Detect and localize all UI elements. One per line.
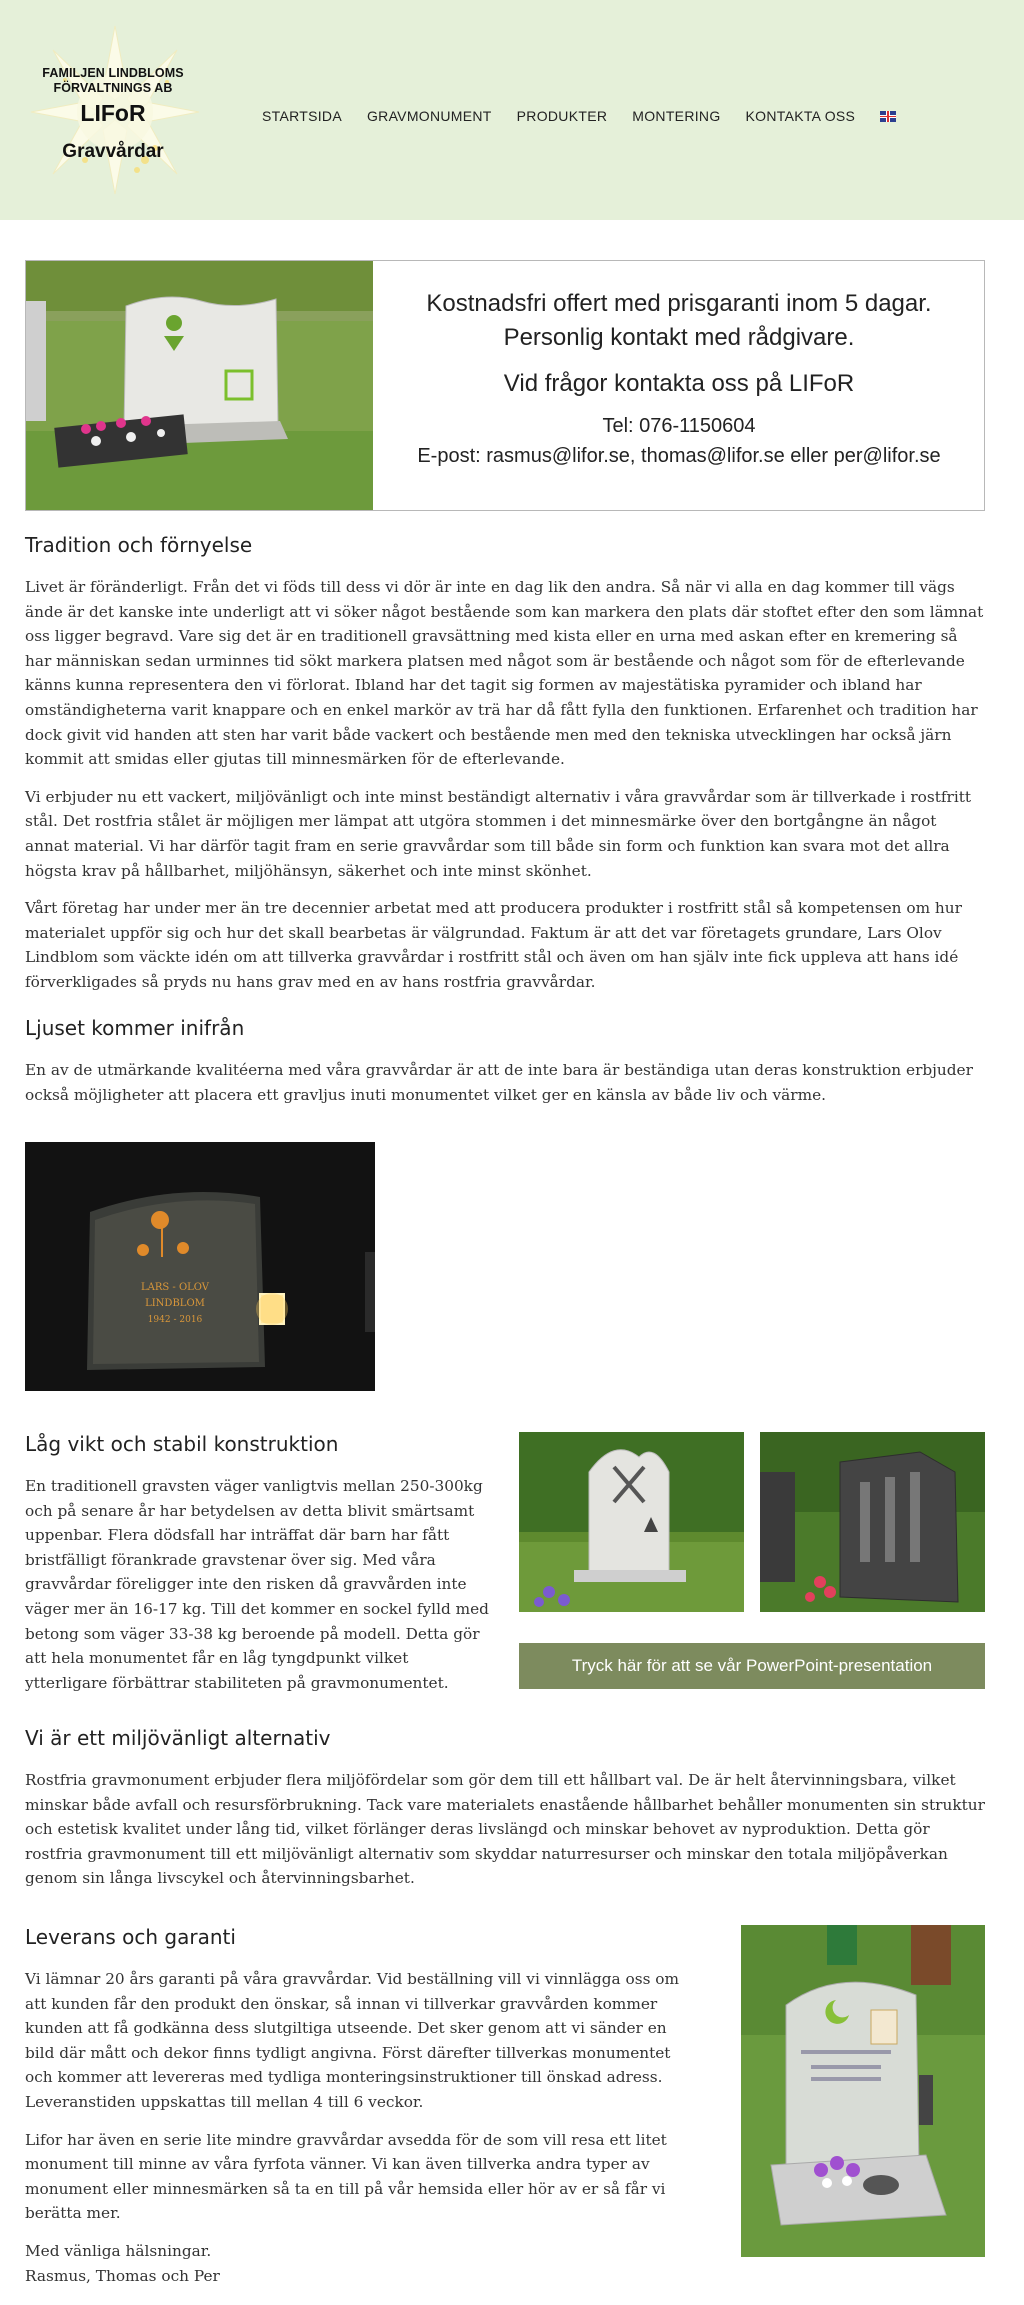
logo-company-line2: FÖRVALTNINGS AB [53, 81, 173, 95]
paragraph: Med vänliga hälsningar. [25, 2241, 212, 2260]
stone-name: LARS - OLOV [140, 1282, 210, 1293]
gravestone-photo [26, 261, 373, 510]
powerpoint-presentation-button[interactable]: Tryck här för att se vår PowerPoint-presentation [519, 1643, 985, 1689]
section-delivery [25, 1925, 690, 2288]
stone-years: 1942 - 2016 [147, 1315, 203, 1325]
nav-montering[interactable]: MONTERING [632, 108, 721, 124]
nav-kontakta-oss[interactable]: KONTAKTA OSS [745, 108, 856, 124]
main-nav [262, 108, 896, 124]
stone-surname: LINDBLOM [145, 1298, 205, 1309]
paragraph: Vi lämnar 20 års garanti på våra gravvårdar. Vid beställning vill vi vinnlägga oss om att kunden får den produkt den önskar, så innan vi tillverkar gravvården kommer kunden att få godkänna dess slutgiltiga utseende. Det sker genom att vi sänder en bild där mått och dekor finns tydligt angivna. Först därefter tillverkas monumentet och kommer att levereras med tydliga monteringsinstruktioner till önskad adress. Leveranstiden uppskattas till mellan 4 till 6 veckor. [25, 1970, 680, 2111]
paragraph: En traditionell gravsten väger vanligtvis mellan 250-300kg och på senare år har betydelsen av detta blivit smärtsamt uppenbar. Flera dödsfall har inträffat där barn har fått bristfälligt förankrade gravstenar över sig. Med våra gravvårdar föreligger inte den risken då gravvården inte väger mer än 16-17 kg. Till det kommer en sockel fylld med betong som väger 33-38 kg beroende på modell. Detta gör att hela monumentet får en låg tyngdpunkt vilket ytterligare förbättrar stabiliteten på gravmonumentet. [25, 1477, 489, 1692]
paragraph: Vi erbjuder nu ett vackert, miljövänligt och inte minst beständigt alternativ i våra gravvårdar som är tillverkade i rostfritt stål. Det rostfria stålet är möjligen mer lämpat att utgöra stommen i det minnesmärke över den bortgångne än något annat material. Vi har därför tagit fram en serie gravvårdar som till både sin form och funktion kan svara mot det allra högsta krav på hållbarhet, miljöhänsyn, säkerhet och inte minst skönhet. [25, 787, 972, 880]
logo-company-line1: FAMILJEN LINDBLOMS [42, 66, 184, 80]
site-header [0, 0, 1024, 220]
section-title: Låg vikt och stabil konstruktion [25, 1432, 339, 1456]
paragraph: Lifor har även en serie lite mindre gravvårdar avsedda för de som vill resa ett litet monument till minne av våra fyrfota vänner. Vi kan även tillverka andra typer av monument eller minnesmärken så ta en till på vår hemsida eller hör av er så får vi berätta mer. [25, 2130, 667, 2223]
offer-text [373, 261, 985, 510]
offer-subheadline: Personlig kontakt med rådgivare. [503, 324, 855, 351]
section-tradition [25, 533, 985, 995]
section-title: Ljuset kommer inifrån [25, 1016, 245, 1040]
nav-startsida[interactable]: STARTSIDA [262, 108, 342, 124]
paragraph: Vårt företag har under mer än tre decennier arbetat med att producera produkter i rostfritt stål så kompetensen om hur materialet uppför sig och hur det skall bearbetas är välgrundad. Faktum är att det var företagets grundare, Lars Olov Lindblom som väckte idén om att tillverka gravvårdar i rostfritt stål och även om han själv inte fick uppleva att hans idé förverkligades så pryds nu hans grav med en av hans rostfria gravvårdar. [25, 899, 962, 991]
offer-contact-heading: Vid frågor kontakta oss på LIFoR [503, 370, 855, 397]
section-light [25, 1016, 985, 1107]
paragraph: Livet är föränderligt. Från det vi föds till dess vi dör är inte en dag lik den andra. Så när vi alla en dag kommer till vägs ände är det kanske inte underligt att vi söker något bestående som kan markera den plats där stoftet efter den som lämnat oss ligger begravd. Vare sig det är en traditionell gravsättning med kista eller en urna med askan efter en kremering så har människan sedan urminnes tid sökt markera platsen med något som är bestående och något som för de efterlevande känns kunna representera den vi förlorat. Ibland har det tagit sig formen av majestätiska pyramider och ibland har omständigheterna varit knappare och en enkel markör av trä har då fått fylla den funktionen. Erfarenhet och tradition har dock givit vid handen att sten har varit både vackert och bestående men med den tekniska utvecklingen har också järn kommit att smidas eller gjutas till minnesmärken för de efterlevande. [25, 578, 984, 769]
logo-subtitle: Gravvårdar [62, 141, 164, 162]
signature: Rasmus, Thomas och Per [25, 2266, 220, 2285]
dark-gravestone-photo [760, 1432, 985, 1612]
offer-banner [25, 260, 985, 511]
nav-gravmonument[interactable]: GRAVMONUMENT [366, 108, 492, 124]
offer-phone: Tel: 076-1150604 [602, 415, 756, 437]
section-title: Tradition och förnyelse [25, 533, 253, 557]
lit-gravestone-photo [25, 1142, 375, 1391]
site-logo[interactable] [25, 20, 205, 200]
offer-email: E-post: rasmus@lifor.se, thomas@lifor.se eller per@lifor.se [417, 445, 941, 467]
uk-flag-icon[interactable] [880, 111, 896, 122]
section-title: Vi är ett miljövänligt alternativ [25, 1726, 331, 1750]
white-gravestone-photo [519, 1432, 744, 1612]
section-weight [25, 1432, 495, 1695]
section-eco [25, 1726, 985, 1891]
nav-produkter[interactable]: PRODUKTER [516, 108, 608, 124]
paragraph: En av de utmärkande kvalitéerna med våra gravvårdar är att de inte bara är beständiga utan deras konstruktion erbjuder också möjligheter att placera ett gravljus inuti monumentet vilket ger en känsla av både liv och värme. [25, 1061, 973, 1104]
offer-headline: Kostnadsfri offert med prisgaranti inom 5 dagar. [426, 290, 932, 317]
section-title: Leverans och garanti [25, 1925, 236, 1949]
islamic-gravestone-photo [741, 1925, 985, 2257]
paragraph: Rostfria gravmonument erbjuder flera miljöfördelar som gör dem till ett hållbart val. De är helt återvinningsbara, vilket minskar både avfall och resursförbrukning. Tack vare materialets enastående hållbarhet behåller monumenten sin struktur och estetisk kvalitet under lång tid, vilket förlänger deras livslängd och minskar behovet av nyproduktion. Detta gör rostfria gravmonument till ett miljövänligt alternativ som skyddar naturresurser och minskar den totala miljöpåverkan genom sin långa livscykel och återvinningsbarhet. [25, 1771, 985, 1888]
logo-brand: LIFoR [80, 100, 146, 126]
